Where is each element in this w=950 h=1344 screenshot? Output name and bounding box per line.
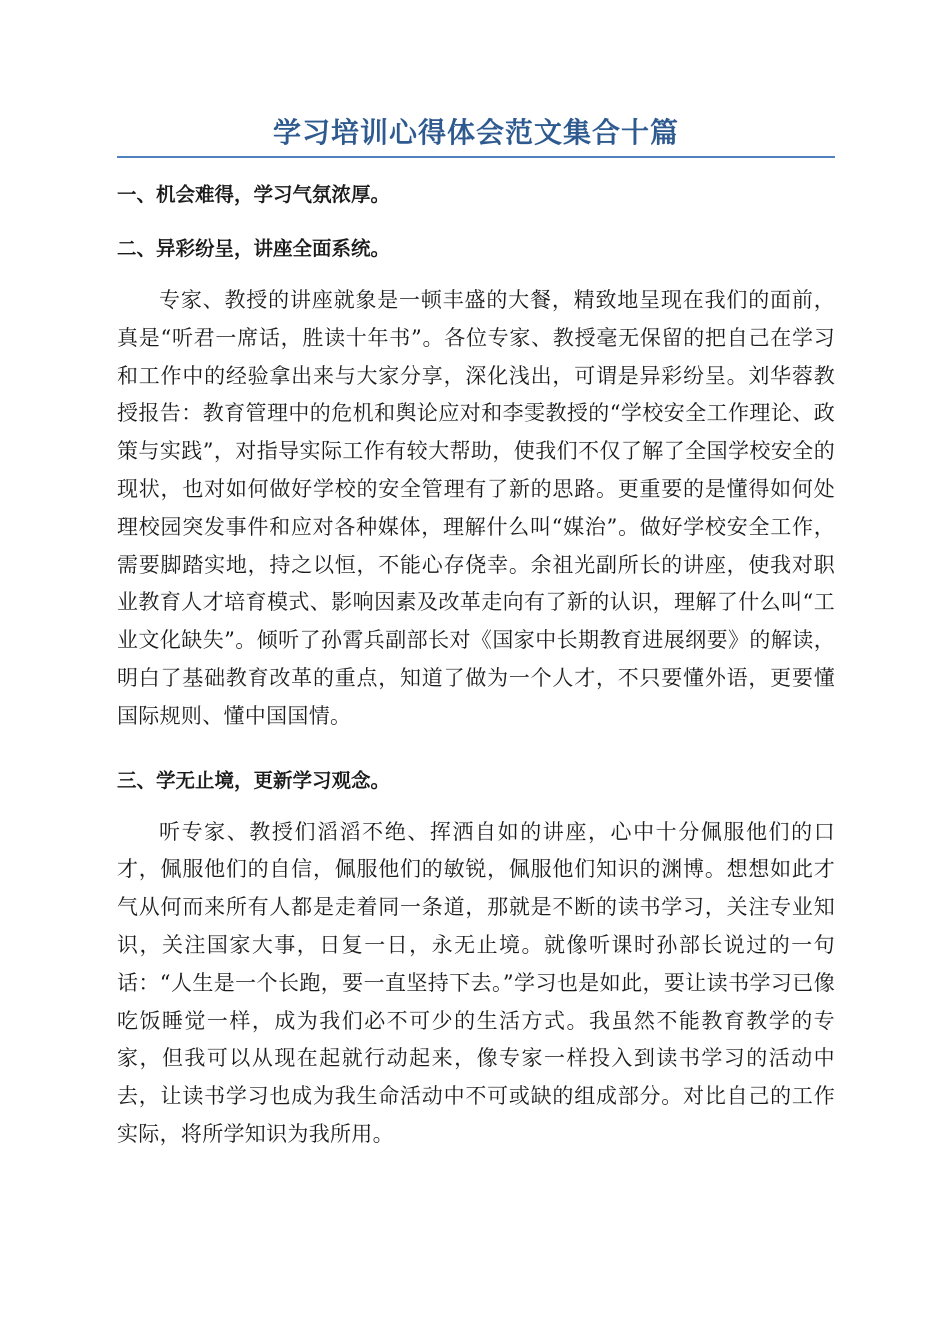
- section-3-paragraph: 听专家、教授们滔滔不绝、挥洒自如的讲座，心中十分佩服他们的口才，佩服他们的自信，佩服他们的敏锐，佩服他们知识的渊博。想想如此才气从何而来所有人都是走着同一条道，那就是不断的读书学习，关注专业知识，关注国家大事，日复一日，永无止境。就像听课时孙部长说过的一句话：“人生是一个长跑，要一直坚持下去。”学习也是如此，要让读书学习已像吃饭睡觉一样，成为我们必不可少的生活方式。我虽然不能教育教学的专家，但我可以从现在起就行动起来，像专家一样投入到读书学习的活动中去，让读书学习也成为我生命活动中不可或缺的组成部分。对比自己的工作实际，将所学知识为我所用。: [117, 819, 835, 1146]
- section-heading-3: 三、学无止境，更新学习观念。: [117, 768, 391, 792]
- document-page: [117, 112, 835, 1154]
- section-2-paragraph: 专家、教授的讲座就象是一顿丰盛的大餐，精致地呈现在我们的面前，真是“听君一席话，胜读十年书”。各位专家、教授毫无保留的把自己在学习和工作中的经验拿出来与大家分享，深化浅出，可谓是异彩纷呈。刘华蓉教授报告：教育管理中的危机和舆论应对和李雯教授的“学校安全工作理论、政策与实践”，对指导实际工作有较大帮助，使我们不仅了解了全国学校安全的现状，也对如何做好学校的安全管理有了新的思路。更重要的是懂得如何处理校园突发事件和应对各种媒体，理解什么叫“媒治”。做好学校安全工作，需要脚踏实地，持之以恒，不能心存侥幸。余祖光副所长的讲座，使我对职业教育人才培育模式、影响因素及改革走向有了新的认识，理解了什么叫“工业文化缺失”。倾听了孙霄兵副部长对《国家中长期教育进展纲要》的解读，明白了基础教育改革的重点，知道了做为一个人才，不只要懂外语，更要懂国际规则、懂中国国情。: [117, 288, 835, 728]
- page-title: 学习培训心得体会范文集合十篇: [117, 112, 835, 158]
- section-heading-2: 二、异彩纷呈，讲座全面系统。: [117, 237, 391, 260]
- section-heading-1: 一、机会难得，学习气氛浓厚。: [117, 183, 391, 206]
